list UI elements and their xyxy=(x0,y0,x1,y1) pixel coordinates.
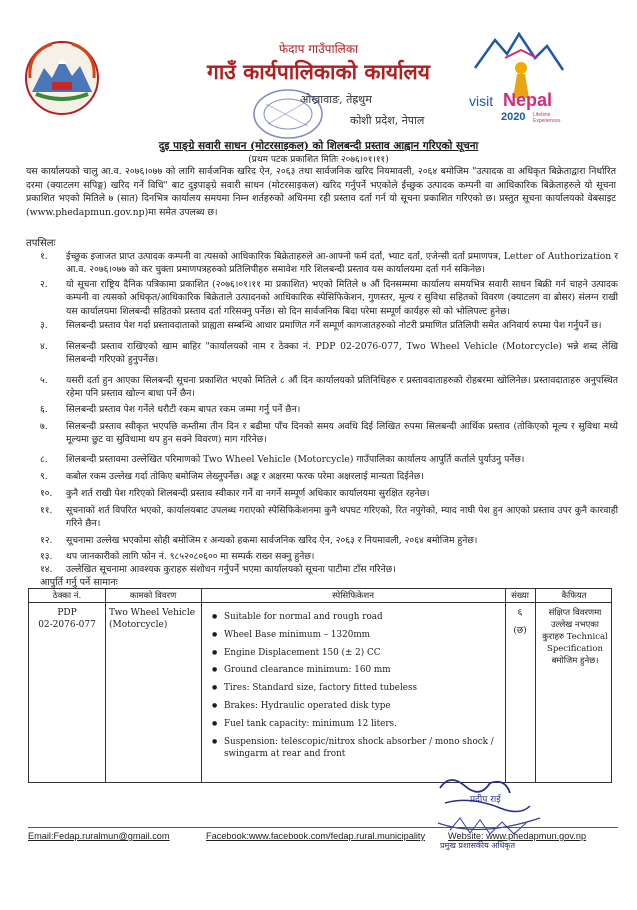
condition-item: ६. सिलबन्दी प्रस्ताव पेश गर्नेले धरौटी रकम बापत रकम जम्मा गर्नु पर्ने छैन। xyxy=(40,404,301,415)
supply-items-heading: आपुर्ति गर्नु पर्ने सामानः xyxy=(40,577,118,588)
condition-item: ९. कबोल रकम उल्लेख गर्दा तोकिए बमोजिम लेख्नुपर्नेछ। अङ्क र अक्षरमा फरक परेमा अक्षरलाई मान्यता दिईनेछ। xyxy=(40,471,424,482)
spec-item: ● Tires: Standard size, factory fitted tubeless xyxy=(212,682,502,694)
footer-website-link[interactable]: Website: www.phedapmun.gov.np xyxy=(448,831,587,841)
notice-intro-paragraph: यस कार्यालयको चालु आ.व. २०७६।०७७ को लागि सार्वजनिक खरिद ऐन, २०६३ तथा सार्वजनिक खरिद नियमावली, २०६४ बमोजिम "उत्पादक वा अधिकृत बिक्रेताद्वारा निर्धारित दरमा (क्याटलग सपिङ्ग) खरिद गर्ने विधि" बाट दुइपाङ्ग्रे सवारी साधन (मोटरसाइकल) खरिद गर्नुपर्ने भएकोले ईच्छुक उत्पादक कम्पनी वा आधिकारिक बिक्रेताहरुले यो सूचना प्रकाशित भएको मितिले ७ (सात) दिनभित्र कार्यालय समयमा निम्न शर्तहरुको अधिनमा रही प्रस्ताव दर्ता गर्न यो सूचना प्रकाशित गरिएको छ। प्रस्तुत सूचना कार्यालयको वेबसाइट (www.phedapmun.gov.np)मा समेत उपलब्ध छ। xyxy=(26,166,616,218)
svg-text:visit: visit xyxy=(469,93,494,109)
condition-item: १०. कुनै शर्त राखी पेश गरिएको शिलबन्दी प्रस्ताव स्वीकार गर्ने वा नगर्ने सम्पूर्ण अधिकार कार्यालयमा सुरक्षित रहनेछ। xyxy=(40,488,430,499)
supply-table xyxy=(28,588,612,783)
condition-item: ११. सूचनाको शर्त विपरित भएको, कार्यालयबाट उपलब्ध गराएको स्पेसिफिकेशनमा कुनै थपघट गरिएको, रित नपुगेको, म्याद नाघी पेश हुन आएको प्रस्ताव उपर कुनै कारवाही गरिने छैन। xyxy=(40,505,618,530)
spec-item: ● Suitable for normal and rough road xyxy=(212,611,502,623)
spec-item: ● Brakes: Hydraulic operated disk type xyxy=(212,700,502,712)
spec-item: ● Suspension: telescopic/nitrox shock absorber / mono shock / swingarm at rear and front xyxy=(212,736,502,760)
spec-item: ● Wheel Base minimum – 1320mm xyxy=(212,629,502,641)
address-line-2: कोशी प्रदेश, नेपाल xyxy=(350,114,425,127)
signature-title: प्रमुख प्रशासकीय अधिकृत xyxy=(440,841,516,850)
condition-item: ८. शिलबन्दी प्रस्तावमा उल्लेखित परिमाणको Two Wheel Vehicle (Motorcycle) गाउँपालिका कार्यालय आपुर्ति कर्ताले पुर्याउनु पर्नेछ। xyxy=(40,454,525,465)
footer-contacts xyxy=(28,827,618,841)
condition-item: १२. सूचनामा उल्लेख भएकोमा सोही बमोजिम र अन्यको हकमा सार्वजनिक खरिद ऐन, २०६३ र नियमावली, २०६४ बमोजिम हुनेछ। xyxy=(40,535,478,546)
header-work-description: कामको विवरण xyxy=(129,591,177,601)
condition-item: १४. उल्लेखित सूचनामा आवश्यक कुराहरु संशोधन गर्नुपर्ने भएमा कार्यालयको सूचना पाटीमा टाँस गरिनेछ। xyxy=(40,564,396,575)
specification-list xyxy=(212,611,502,765)
condition-item: १३. थप जानकारीको लागि फोन नं. ९८५२०८०६०० मा सम्पर्क राख्न सक्नु हुनेछ। xyxy=(40,551,315,562)
work-description-cell: Two Wheel Vehicle (Motorcycle) xyxy=(109,608,196,630)
column-divider xyxy=(201,589,202,782)
svg-text:Nepal: Nepal xyxy=(503,90,553,110)
office-stamp-seal xyxy=(248,84,328,144)
svg-text:Lifetime: Lifetime xyxy=(533,112,551,118)
footer-email-link[interactable]: Email:Fedap.ruralmun@gmail.com xyxy=(28,831,170,841)
svg-text:2020: 2020 xyxy=(501,111,526,123)
condition-item: ४. सिलबन्दी प्रस्ताव राखिएको खाम बाहिर "कार्यालयको नाम र ठेक्का नं. PDP 02-2076-077, Two Wheel Vehicle (Motorcycle) भन्ने शब्द लेखि सिलबन्दी गरिएको हुनुपर्नेछ। xyxy=(40,341,618,366)
condition-item: ५. यसरी दर्ता हुन आएका सिलबन्दी सूचना प्रकाशित भएको मितिले ८ औं दिन कार्यालयको प्रतिनिधिहरु र प्रस्तावदाताहरुको रोहबरमा खोलिनेछ। प्रस्तावदाताहरु अनुपस्थित रहेमा पनि प्रस्ताव खोल्न बाधा पर्ने छैन। xyxy=(40,375,618,400)
remarks-cell: संक्षिप्त विवरणमा उल्लेख नभएका कुराहरु Technical Specification बमोजिम हुनेछ। xyxy=(542,608,608,666)
header-specification: स्पेसिफिकेशन xyxy=(332,591,374,601)
condition-item: १. ईच्छुक इजाजत प्राप्त उत्पादक कम्पनी वा त्यसको आधिकारिक बिक्रेताहरुले आ-आफ्नो फर्म दर्ता, भ्याट दर्ता, एजेन्सी दर्ता प्रमाणपत्र, Letter of Authorization र आ.व. २०७६।०७७ को कर चुक्ता प्रमाणपत्रहरुको प्रतिलिपीहरु समावेश गरि शिलबन्दी प्रस्ताव यस कार्यालयमा दर्ता गर्न सकिनेछ। xyxy=(40,251,618,276)
condition-item: २. यो सूचना राष्ट्रिय दैनिक पत्रिकामा प्रकाशित (२०७६।०१।११ मा प्रकाशित) भएको मितिले ७ औं दिनसम्ममा कार्यालय समयभित्र सवारी साधन बिक्री गर्न चाहने उत्पादक कम्पनी वा त्यसको अधिकृत/आधिकारिक बिक्रेताले उत्पादनको आधिकारिक स्पेसिफिकेशन, गुणस्तर, मूल्य र सुविधा सहितको विवरण (क्याटलग वा ब्रोसर) संलग्न राखी यस कार्यालयमा शिलबन्दी सहितको प्रस्ताव दर्ता गरिसक्नु पर्नेछ। सो दिन सार्वजनिक बिदा परेमा सम्पूर्ण कार्यहरु सो को भोलिपल्ट हुनेछ। xyxy=(40,279,618,317)
notice-publish-date: (प्रथम पटक प्रकाशित मितिः २०७६।०१।११) xyxy=(248,155,389,165)
address-line-1: ओख्रावाङ, तेह्रथुम xyxy=(300,93,372,106)
office-name: गाउँ कार्यपालिकाको कार्यालय xyxy=(207,59,430,84)
signature-name: प्रदीप राई xyxy=(470,795,501,805)
contract-no-cell: PDP 02-2076-077 xyxy=(38,608,96,630)
spec-item: ● Engine Displacement 150 (± 2) CC xyxy=(212,647,502,659)
spec-item: ● Ground clearance minimum: 160 mm xyxy=(212,664,502,676)
visit-nepal-2020-logo xyxy=(455,28,575,128)
column-divider xyxy=(105,589,106,782)
header-remarks: कैफियत xyxy=(561,591,587,601)
details-heading: तपसिलः xyxy=(26,238,56,249)
notice-title: दुइ पाङ्ग्रे सवारी साधन (मोटरसाइकल) को शिलबन्दी प्रस्ताव आह्वान गरिएको सूचना xyxy=(158,140,479,152)
footer-rule xyxy=(28,827,618,828)
header-contract-no: ठेक्का नं. xyxy=(52,591,82,601)
condition-item: ७. सिलबन्दी प्रस्ताव स्वीकृत भएपछि कम्तीमा तीन दिन र बढीमा पाँच दिनको समय अवधि दिई लिखित रुपमा सिलबन्दी आर्थिक प्रस्ताव (तोकिएको मूल्य र सुविधा मध्ये मूल्यमा छुट वा सुविधामा थप हुन सक्ने विवरण) माग गरिनेछ। xyxy=(40,421,618,446)
svg-text:Experiences: Experiences xyxy=(533,118,561,124)
quantity-cell: ६ (छ) xyxy=(513,608,527,636)
condition-item: ३. सिलबन्दी प्रस्ताव पेश गर्दा प्रस्तावदाताको प्राह्यता सम्बन्धि आधार प्रमाणित गर्ने सम्पूर्ण कागजातहरुको नोटरी प्रमाणित प्रतिलिपी समेत अनिवार्य रुपमा पेश गर्नुपर्ने छ। xyxy=(40,320,602,331)
header-quantity: संख्या xyxy=(511,591,529,601)
footer-facebook-link[interactable]: Facebook:www.facebook.com/fedap.rural.municipality xyxy=(206,831,426,841)
column-divider xyxy=(535,589,536,782)
spec-item: ● Fuel tank capacity: minimum 12 liters. xyxy=(212,718,502,730)
letterhead xyxy=(0,0,637,135)
org-name-small: फेदाप गाउँपालिका xyxy=(278,42,359,56)
